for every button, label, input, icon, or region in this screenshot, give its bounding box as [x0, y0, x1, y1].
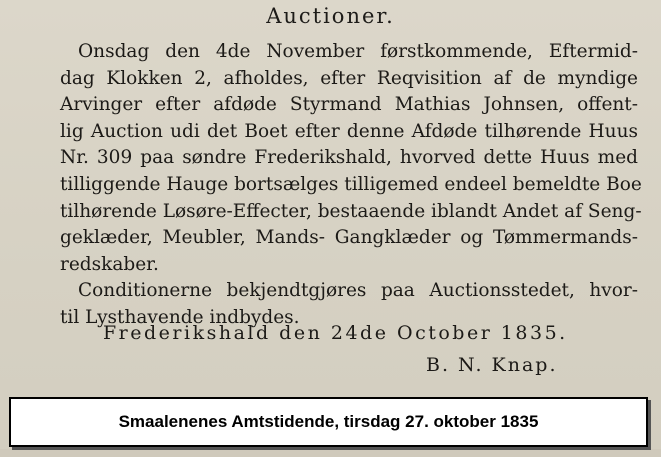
paper-bottom-edge: [0, 449, 661, 457]
article-line: Nr. 309 paa søndre Frederikshald, hvorved dette Huus med: [60, 147, 638, 169]
source-caption-box: [9, 397, 648, 447]
article-line: redskaber.: [60, 253, 159, 275]
article-line: tilhørende Løsøre-Effecter, bestaaende iblandt Andet af Seng-: [60, 200, 642, 222]
article-signature: B. N. Knap.: [426, 354, 558, 376]
article-line: Conditionerne bekjendtgjøres paa Auctionsstedet, hvor-: [78, 280, 638, 302]
article-line: geklæder, Meubler, Mands- Gangklæder og Tømmermands-: [60, 227, 638, 249]
article-line: Onsdag den 4de November førstkommende, Eftermid-: [78, 41, 638, 62]
article-dateline: Frederikshald den 24de October 1835.: [103, 322, 568, 344]
article-line: til Lysthavende indbydes.: [60, 306, 300, 328]
article-line: Arvinger efter afdøde Styrmand Mathias Johnsen, offent-: [60, 94, 638, 116]
article-line: tilliggende Hauge bortsælges tilligemed endeel bemeldte Boe: [60, 173, 642, 195]
article-line: lig Auction udi det Boet efter denne Afdøde tilhørende Huus: [60, 120, 638, 142]
source-caption: Smaalenenes Amtstidende, tirsdag 27. oktober 1835: [118, 412, 539, 431]
article-body: [60, 39, 642, 332]
article-line: dag Klokken 2, afholdes, efter Reqvisition af de myndige: [60, 67, 638, 89]
article-heading: Auctioner.: [266, 4, 395, 28]
